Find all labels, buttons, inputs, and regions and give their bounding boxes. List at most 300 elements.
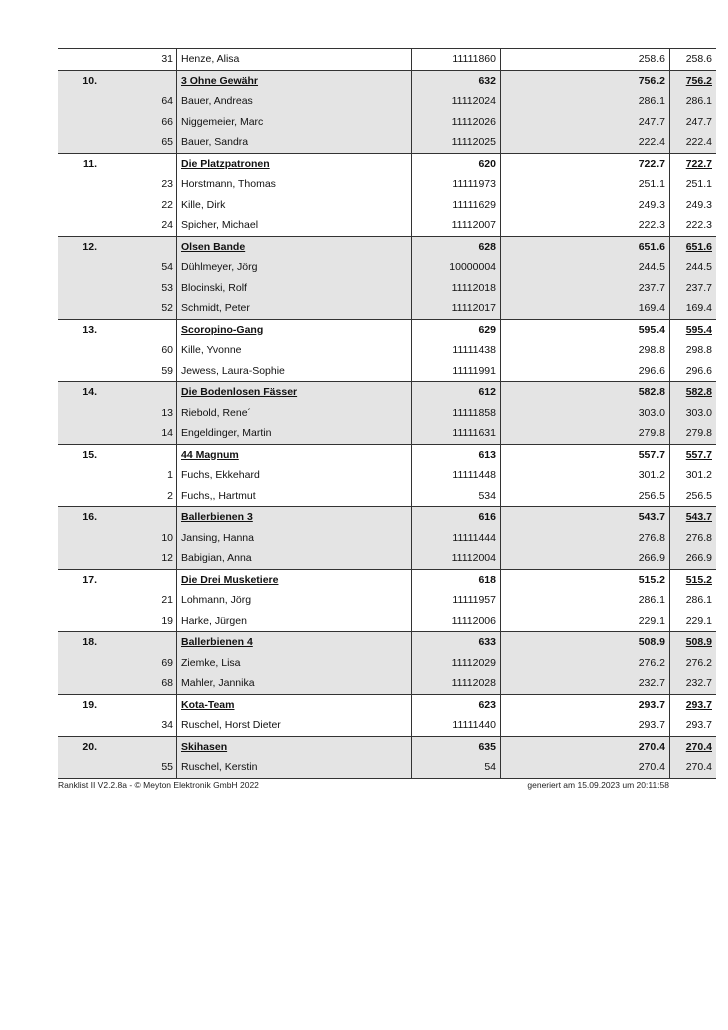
id-text: 534 — [478, 489, 496, 502]
name-text: Ruschel, Horst Dieter — [181, 719, 281, 731]
shooter-row — [58, 174, 716, 195]
shooter-row — [58, 548, 716, 569]
number-text: 14 — [161, 427, 173, 439]
total-text: 508.9 — [685, 636, 712, 648]
rank-cell — [58, 736, 101, 757]
total-cell — [670, 507, 717, 528]
rank-cell — [58, 257, 101, 278]
name-cell — [177, 632, 412, 653]
number-cell — [101, 611, 177, 632]
id-cell — [412, 444, 501, 465]
team-row — [58, 569, 716, 590]
team-row — [58, 382, 716, 403]
score-cell — [501, 382, 670, 403]
number-cell — [101, 569, 177, 590]
score-text: 293.7 — [638, 719, 665, 731]
id-cell — [412, 49, 501, 71]
total-cell — [670, 298, 717, 319]
score-cell — [501, 694, 670, 715]
rank-text: 13. — [82, 323, 97, 336]
number-cell — [101, 465, 177, 486]
score-cell — [501, 278, 670, 299]
name-text: Dühlmeyer, Jörg — [181, 261, 258, 273]
id-cell — [412, 112, 501, 133]
total-cell — [670, 278, 717, 299]
name-text: Babigian, Anna — [181, 552, 252, 564]
id-text: 11111957 — [452, 594, 496, 606]
score-cell — [501, 340, 670, 361]
rank-cell — [58, 361, 101, 382]
number-text: 13 — [161, 406, 173, 419]
id-cell — [412, 757, 501, 778]
name-text: Die Platzpatronen — [181, 157, 270, 170]
score-cell — [501, 528, 670, 549]
number-cell — [101, 507, 177, 528]
team-row — [58, 507, 716, 528]
number-cell — [101, 215, 177, 236]
total-text: 301.2 — [685, 469, 712, 481]
total-cell — [670, 49, 717, 71]
score-text: 232.7 — [638, 677, 665, 689]
name-cell — [177, 112, 412, 133]
shooter-row — [58, 361, 716, 382]
name-text: Kota-Team — [181, 698, 235, 711]
name-cell — [177, 694, 412, 715]
score-text: 286.1 — [638, 594, 665, 606]
total-cell — [670, 340, 717, 361]
score-cell — [501, 319, 670, 340]
score-text: 276.2 — [638, 656, 665, 669]
id-text: 623 — [478, 698, 496, 711]
score-cell — [501, 91, 670, 112]
total-cell — [670, 757, 717, 778]
id-text: 11111858 — [452, 406, 496, 419]
score-text: 276.8 — [638, 531, 665, 544]
id-text: 618 — [478, 573, 496, 586]
id-cell — [412, 174, 501, 195]
id-text: 633 — [478, 636, 496, 648]
number-cell — [101, 236, 177, 257]
id-text: 632 — [478, 74, 496, 87]
score-text: 651.6 — [638, 240, 665, 253]
number-text: 24 — [161, 219, 173, 231]
total-cell — [670, 444, 717, 465]
id-text: 11112017 — [451, 302, 496, 314]
name-text: Lohmann, Jörg — [181, 594, 252, 606]
rank-cell — [58, 174, 101, 195]
name-text: Fuchs,, Hartmut — [181, 489, 256, 502]
score-text: 296.6 — [638, 364, 665, 377]
number-cell — [101, 382, 177, 403]
number-cell — [101, 174, 177, 195]
total-text: 222.3 — [685, 219, 712, 231]
score-cell — [501, 132, 670, 153]
name-text: Ballerbienen 3 — [181, 511, 253, 523]
score-text: 258.6 — [638, 53, 665, 65]
score-text: 595.4 — [638, 323, 665, 336]
number-cell — [101, 548, 177, 569]
id-text: 11111438 — [452, 344, 496, 356]
total-text: 276.2 — [685, 656, 712, 669]
name-cell — [177, 590, 412, 611]
score-cell — [501, 403, 670, 424]
name-text: Schmidt, Peter — [181, 302, 250, 314]
total-cell — [670, 215, 717, 236]
name-cell — [177, 715, 412, 736]
score-text: 222.3 — [638, 219, 665, 231]
team-row — [58, 694, 716, 715]
name-cell — [177, 236, 412, 257]
number-text: 2 — [167, 489, 173, 502]
rank-cell — [58, 49, 101, 71]
name-cell — [177, 195, 412, 216]
rank-text: 14. — [82, 386, 97, 398]
rank-text: 18. — [82, 636, 97, 648]
id-text: 11111448 — [452, 469, 496, 481]
id-cell — [412, 507, 501, 528]
total-cell — [670, 236, 717, 257]
number-cell — [101, 632, 177, 653]
id-text: 11111631 — [452, 427, 496, 439]
shooter-row — [58, 528, 716, 549]
id-text: 11112018 — [451, 281, 496, 294]
shooter-row — [58, 340, 716, 361]
total-cell — [670, 528, 717, 549]
name-cell — [177, 215, 412, 236]
name-cell — [177, 319, 412, 340]
number-text: 54 — [161, 261, 173, 273]
score-text: 247.7 — [638, 115, 665, 128]
rank-text: 17. — [82, 573, 97, 586]
score-text: 270.4 — [638, 740, 665, 753]
total-cell — [670, 465, 717, 486]
score-text: 222.4 — [638, 136, 665, 148]
rank-cell — [58, 91, 101, 112]
total-text: 286.1 — [685, 95, 712, 107]
score-cell — [501, 423, 670, 444]
score-text: 237.7 — [638, 281, 665, 294]
score-cell — [501, 298, 670, 319]
id-cell — [412, 632, 501, 653]
total-cell — [670, 132, 717, 153]
score-text: 301.2 — [638, 469, 665, 481]
number-text: 12 — [161, 552, 173, 564]
name-cell — [177, 486, 412, 507]
name-text: Bauer, Sandra — [181, 136, 249, 148]
shooter-row — [58, 298, 716, 319]
name-cell — [177, 507, 412, 528]
team-row — [58, 736, 716, 757]
number-text: 68 — [161, 677, 173, 689]
total-text: 286.1 — [685, 594, 712, 606]
id-cell — [412, 694, 501, 715]
number-cell — [101, 132, 177, 153]
id-text: 11112026 — [451, 115, 496, 128]
score-cell — [501, 112, 670, 133]
rank-cell — [58, 486, 101, 507]
shooter-row — [58, 403, 716, 424]
total-text: 557.7 — [685, 448, 712, 461]
rank-cell — [58, 757, 101, 778]
score-cell — [501, 590, 670, 611]
total-text: 222.4 — [685, 136, 712, 148]
total-cell — [670, 673, 717, 694]
total-text: 169.4 — [685, 302, 712, 314]
id-cell — [412, 653, 501, 674]
score-text: 266.9 — [638, 552, 665, 564]
rank-text: 19. — [82, 698, 97, 711]
rank-cell — [58, 694, 101, 715]
name-text: Mahler, Jannika — [181, 677, 255, 689]
id-cell — [412, 319, 501, 340]
name-text: Niggemeier, Marc — [181, 115, 264, 128]
shooter-row — [58, 653, 716, 674]
name-text: Harke, Jürgen — [181, 614, 247, 627]
shooter-row — [58, 673, 716, 694]
id-text: 11111991 — [452, 364, 496, 377]
id-text: 629 — [478, 323, 496, 336]
rank-text: 15. — [82, 448, 97, 461]
total-cell — [670, 195, 717, 216]
name-cell — [177, 736, 412, 757]
total-cell — [670, 91, 717, 112]
total-cell — [670, 632, 717, 653]
number-text: 22 — [161, 198, 173, 211]
rank-cell — [58, 153, 101, 174]
name-cell — [177, 70, 412, 91]
total-text: 543.7 — [685, 511, 712, 523]
total-text: 293.7 — [685, 698, 712, 711]
total-cell — [670, 653, 717, 674]
number-cell — [101, 153, 177, 174]
name-cell — [177, 653, 412, 674]
number-text: 52 — [161, 302, 173, 314]
number-cell — [101, 444, 177, 465]
rank-cell — [58, 298, 101, 319]
total-text: 722.7 — [685, 157, 712, 170]
rank-text: 11. — [82, 157, 97, 170]
total-text: 244.5 — [685, 261, 712, 273]
number-cell — [101, 423, 177, 444]
number-cell — [101, 49, 177, 71]
number-cell — [101, 528, 177, 549]
total-text: 270.4 — [685, 740, 712, 753]
shooter-row — [58, 132, 716, 153]
id-cell — [412, 465, 501, 486]
number-cell — [101, 278, 177, 299]
id-text: 613 — [478, 448, 496, 461]
id-text: 54 — [484, 761, 496, 773]
score-cell — [501, 361, 670, 382]
total-cell — [670, 361, 717, 382]
score-cell — [501, 174, 670, 195]
rank-cell — [58, 465, 101, 486]
score-text: 557.7 — [638, 448, 665, 461]
number-text: 60 — [161, 344, 173, 356]
name-cell — [177, 132, 412, 153]
name-cell — [177, 382, 412, 403]
rank-cell — [58, 653, 101, 674]
name-cell — [177, 298, 412, 319]
name-text: Kille, Yvonne — [181, 344, 242, 356]
rank-cell — [58, 632, 101, 653]
score-text: 293.7 — [638, 698, 665, 711]
name-text: Horstmann, Thomas — [181, 178, 276, 190]
score-cell — [501, 153, 670, 174]
total-text: 756.2 — [685, 74, 712, 87]
footer-generated-timestamp: generiert am 15.09.2023 um 20:11:58 — [527, 780, 669, 790]
id-cell — [412, 423, 501, 444]
id-cell — [412, 569, 501, 590]
score-text: 722.7 — [638, 157, 665, 170]
rank-text: 12. — [82, 240, 97, 253]
total-cell — [670, 569, 717, 590]
name-cell — [177, 49, 412, 71]
score-cell — [501, 465, 670, 486]
id-text: 11112029 — [451, 656, 496, 669]
total-cell — [670, 611, 717, 632]
total-text: 651.6 — [685, 240, 712, 253]
rank-cell — [58, 715, 101, 736]
rank-cell — [58, 319, 101, 340]
total-text: 237.7 — [685, 281, 712, 294]
number-text: 69 — [161, 656, 173, 669]
score-text: 298.8 — [638, 344, 665, 356]
id-cell — [412, 382, 501, 403]
id-cell — [412, 736, 501, 757]
score-text: 756.2 — [638, 74, 665, 87]
id-cell — [412, 195, 501, 216]
number-cell — [101, 757, 177, 778]
score-cell — [501, 257, 670, 278]
score-text: 279.8 — [638, 427, 665, 439]
id-cell — [412, 153, 501, 174]
total-cell — [670, 112, 717, 133]
shooter-row — [58, 112, 716, 133]
total-cell — [670, 423, 717, 444]
id-cell — [412, 673, 501, 694]
id-cell — [412, 257, 501, 278]
shooter-row — [58, 49, 716, 71]
rank-cell — [58, 236, 101, 257]
number-cell — [101, 653, 177, 674]
shooter-row — [58, 278, 716, 299]
id-cell — [412, 548, 501, 569]
total-cell — [670, 736, 717, 757]
name-cell — [177, 91, 412, 112]
score-cell — [501, 715, 670, 736]
name-text: Scoropino-Gang — [181, 323, 264, 336]
number-cell — [101, 715, 177, 736]
name-text: Engeldinger, Martin — [181, 427, 272, 439]
number-text: 55 — [161, 761, 173, 773]
rank-cell — [58, 112, 101, 133]
score-cell — [501, 569, 670, 590]
name-cell — [177, 403, 412, 424]
id-text: 11112028 — [451, 677, 496, 689]
score-cell — [501, 486, 670, 507]
total-text: 293.7 — [685, 719, 712, 731]
team-row — [58, 444, 716, 465]
name-text: Henze, Alisa — [181, 53, 240, 65]
score-text: 508.9 — [638, 636, 665, 648]
number-text: 19 — [161, 614, 173, 627]
id-text: 11112024 — [451, 95, 496, 107]
team-row — [58, 632, 716, 653]
team-row — [58, 70, 716, 91]
number-cell — [101, 673, 177, 694]
score-text: 249.3 — [638, 198, 665, 211]
total-text: 256.5 — [685, 489, 712, 502]
total-text: 247.7 — [685, 115, 712, 128]
id-text: 11111629 — [452, 198, 496, 211]
rank-cell — [58, 278, 101, 299]
id-cell — [412, 215, 501, 236]
id-cell — [412, 715, 501, 736]
rank-cell — [58, 382, 101, 403]
total-cell — [670, 548, 717, 569]
number-cell — [101, 112, 177, 133]
name-cell — [177, 548, 412, 569]
total-cell — [670, 153, 717, 174]
name-text: 44 Magnum — [181, 448, 239, 461]
shooter-row — [58, 215, 716, 236]
number-text: 34 — [161, 719, 173, 731]
number-cell — [101, 403, 177, 424]
id-cell — [412, 236, 501, 257]
name-cell — [177, 423, 412, 444]
score-text: 515.2 — [638, 573, 665, 586]
id-text: 616 — [478, 511, 496, 523]
score-text: 229.1 — [638, 614, 665, 627]
rank-cell — [58, 70, 101, 91]
name-text: Bauer, Andreas — [181, 95, 253, 107]
number-cell — [101, 319, 177, 340]
rank-cell — [58, 548, 101, 569]
name-cell — [177, 174, 412, 195]
total-cell — [670, 486, 717, 507]
shooter-row — [58, 465, 716, 486]
name-text: Die Drei Musketiere — [181, 573, 279, 586]
rank-text: 20. — [82, 740, 97, 753]
team-row — [58, 319, 716, 340]
total-text: 270.4 — [685, 761, 712, 773]
total-cell — [670, 174, 717, 195]
number-text: 64 — [161, 95, 173, 107]
name-cell — [177, 528, 412, 549]
score-cell — [501, 236, 670, 257]
id-text: 11111440 — [452, 719, 496, 731]
shooter-row — [58, 91, 716, 112]
id-cell — [412, 611, 501, 632]
rank-cell — [58, 403, 101, 424]
total-cell — [670, 694, 717, 715]
score-cell — [501, 736, 670, 757]
score-cell — [501, 444, 670, 465]
name-cell — [177, 153, 412, 174]
total-text: 232.7 — [685, 677, 712, 689]
name-cell — [177, 340, 412, 361]
id-cell — [412, 528, 501, 549]
id-cell — [412, 340, 501, 361]
number-cell — [101, 91, 177, 112]
id-text: 635 — [478, 740, 496, 753]
rank-text: 16. — [82, 511, 97, 523]
number-cell — [101, 340, 177, 361]
name-text: Blocinski, Rolf — [181, 281, 247, 294]
shooter-row — [58, 423, 716, 444]
total-text: 266.9 — [685, 552, 712, 564]
